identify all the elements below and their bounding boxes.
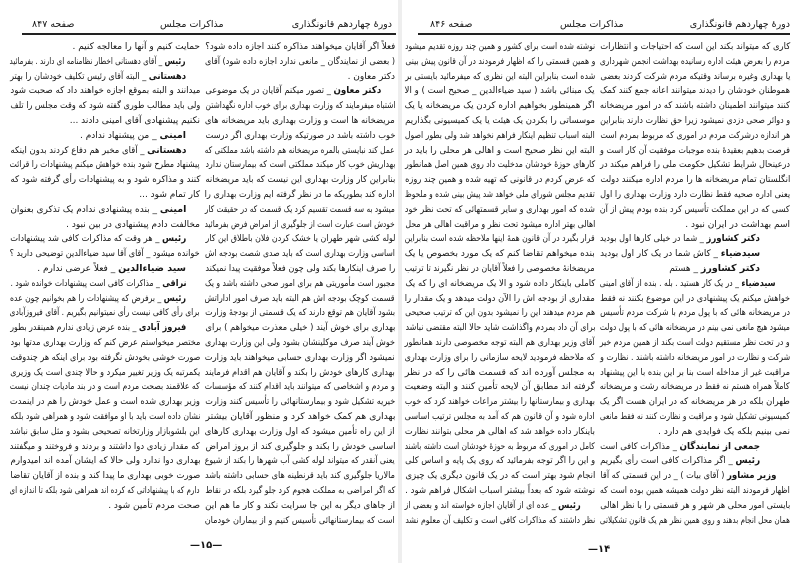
text-line (205, 425, 395, 440)
text-line (10, 380, 200, 395)
text-line (10, 84, 200, 99)
text-line (205, 99, 395, 114)
column-right (600, 40, 790, 528)
text-line (10, 425, 200, 440)
line-text: اظهار فرمودند البته نظر دولت همیشه همین بوده است که (600, 485, 790, 496)
column-right (205, 40, 395, 528)
text-line (205, 440, 395, 455)
line-text: دکتر معاون . (347, 71, 395, 82)
line-text: نشان داده است باید با او موافقت شود و همراهی شود بلکه (10, 411, 200, 422)
speaker-line (10, 232, 200, 247)
line-text: کامل در اموری که مربوط به حوزهٔ خودشان است داشته باشند (405, 441, 595, 452)
line-text: فرصت بدهیم بعقیدهٔ بنده موجبات موفقیت آن کار است و (600, 145, 790, 156)
line-text: البته این نظر صحیح است و اهالی هر محلی را باید در (405, 145, 595, 156)
speaker-line (600, 277, 790, 292)
text-line (10, 218, 200, 233)
text-line (405, 144, 595, 159)
line-text: لوله کشی شهر طهران یا خشک کردن فلان باطلاق این کار (205, 234, 395, 245)
text-line (600, 484, 790, 499)
text-line (205, 144, 395, 159)
speaker-line (10, 321, 200, 336)
text-line (405, 218, 595, 233)
line-text: موسساتی را بکردن یک هیئت یا یک کمیسیونی بگذاریم (405, 115, 595, 126)
line-text: قرار بگیرد در آن قانون همهٔ اینها ملاحظه شده است بنابراین (405, 234, 595, 245)
text-line (205, 232, 395, 247)
line-text: درعینحال شرایط تشکیل حکومت ملی را فراهم میکند در (600, 160, 790, 171)
text-line (405, 395, 595, 410)
text-line (405, 469, 595, 484)
line-text: کاملاً همراه هستم نه فقط در مریضخانه رشت و مریضخانه (600, 382, 790, 393)
text-line (405, 336, 595, 351)
line-text: این بلشوبازار وزارتخانه تصحیحی بشود و مثل سابق نباشد (10, 426, 200, 437)
line-text: خواهش میکنم یک پیشنهادی در این موضوع بکنند نه فقط (600, 293, 790, 304)
speaker-line (10, 262, 200, 277)
speaker-line (600, 454, 790, 469)
header-rule (22, 33, 396, 35)
line-text: و دوائر صحی دزدی نمیشود زیرا حق نظارت دارند بنابراین (600, 115, 790, 126)
text-line (405, 70, 595, 85)
speaker-name: رئیس (558, 499, 581, 511)
line-text: که مقدار زیادی دوا داشتند و بردند و فروختند و میگفتند (10, 441, 200, 452)
text-line (405, 99, 595, 114)
line-text: که اگر امراضی به مملکت هجوم کرد جلو گیرد بلکه در نقاط (205, 485, 395, 496)
line-text: _ عده ای از آقایان اجازه خواسته اند و بعضی از (405, 500, 559, 511)
speaker-name: رئیس (735, 455, 760, 467)
text-line (600, 188, 790, 203)
text-line (600, 306, 790, 321)
text-line (600, 292, 790, 307)
line-text: اداره شود و آن قانون هم که آمد به مجلس ترتیب اساسی (405, 411, 595, 422)
text-line (10, 484, 200, 499)
speaker-line (600, 469, 790, 484)
text-line (600, 144, 790, 159)
text-line (205, 247, 395, 262)
text-line (10, 99, 200, 114)
text-line (600, 40, 790, 55)
line-text: فعلاً اگر آقایان میخواهند مذاکره کنند اجازه داده شود؟ (205, 42, 395, 52)
line-text: خیریه تشکیل شود و بیمارستانهائی را تأسیس کنند وزارت (205, 397, 395, 408)
text-line (205, 395, 395, 410)
text-line (600, 366, 790, 381)
line-text: به مجلس آورده اند که قسمت هائی را که در نظر (405, 367, 595, 378)
line-text: مخالفت دادم پیشنهادی در بین نبود . (66, 219, 200, 230)
text-line (405, 188, 595, 203)
text-line (405, 158, 595, 173)
line-text: نمیشود اگر وزارت بهداری حسابی میخواهند باید وزارت (205, 352, 395, 363)
line-text: شرکت و نظارت در امور مریضخانه داشته باشند . نظارت و (600, 352, 790, 363)
text-line (405, 321, 595, 336)
speaker-line (10, 70, 200, 85)
header-page-number: صفحه ۸۴۶ (430, 19, 473, 30)
line-text: را صرف اینکارها بکند ولی چون فعلاً موفقیت پیدا نمیکند (205, 263, 395, 274)
text-line (205, 173, 395, 188)
line-text: کاملی باینکار داده شود و الا یک مریضخانه ای را که یک (405, 278, 595, 289)
line-text: بهداریش خوب کار میکند مملکتی است که بیمارستان ندارد (205, 160, 395, 171)
speaker-line (600, 262, 790, 277)
text-line (405, 84, 595, 99)
line-text: برای آن داد بمردم واگذاشت شاید حالا البته مقتضی نباشد (405, 323, 595, 334)
line-text: برای رأی کافی نیست رأی نمیتوانیم بگیریم . آقای فیروزآبادی (10, 308, 200, 319)
line-text: _ البته آقای رئیس تکلیف خودشان را بهتر (10, 71, 149, 82)
line-text: ( بعضی از نمایندگان _ مانعی ندارد اجازه داده شود) آقای (205, 56, 395, 67)
header-title: مذاکرات مجلس (160, 19, 224, 30)
text-line (405, 380, 595, 395)
line-text: اساسی خودش را بکند و جلوگیری کند از بروز امراض (205, 441, 395, 452)
text-line (600, 218, 790, 233)
line-text: کارهای حوزهٔ خودشان مدخلیت داد روی همین اصل همانطور (405, 160, 595, 171)
text-line (10, 247, 200, 262)
text-line (205, 70, 395, 85)
line-text: هموطنان خودشان را دیدند میتوانند اعانه جمع کنند کمک (600, 86, 790, 97)
line-text: مراقبت غیر از مداخله است بنا بر این بنده با این پیشنهاد (600, 367, 790, 378)
text-line (10, 395, 200, 410)
speaker-name: دکتر کشاورز (700, 262, 760, 274)
text-line (205, 218, 395, 233)
line-text: باینکار داده خواهد شد که اهالی هر محلی بتوانند نظارت (405, 426, 595, 437)
line-text: و مردم و اشخاصی که میتوانند باید اقدام کنند که مؤسسات (205, 382, 395, 393)
speaker-name: سید ضیاءالدین (118, 262, 186, 274)
line-text: مردم را بعرض هیئت اداره رسانیده بهداشت انجمن شهرداری (600, 56, 790, 67)
text-line (405, 262, 595, 277)
text-line (205, 514, 395, 529)
speaker-line (10, 55, 200, 70)
text-line (405, 292, 595, 307)
text-line (10, 440, 200, 455)
speaker-name: دکتر معاون (333, 85, 381, 97)
text-line (600, 351, 790, 366)
line-text: خوب داشته باشد در صورتیکه وزارت بهداری اگر درست (205, 130, 395, 141)
speaker-name: وزیر مشاور (726, 470, 776, 482)
text-line (10, 40, 200, 55)
text-line (205, 336, 395, 351)
line-text: اهالی بهتر اداره میشود تحت نظر و مراقبت اهالی هر محل (405, 219, 595, 230)
speaker-name: دهستانی (148, 70, 186, 82)
line-text: شده که امور بهداری و سایر قسمتهائی که تحت نظر خود (405, 204, 595, 215)
text-line (600, 55, 790, 70)
line-text: _ اگر مذاکرات کافی است رأی بگیریم (600, 456, 736, 467)
header-series: دورهٔ چهاردهم قانونگذاری (689, 19, 790, 30)
text-line (205, 188, 395, 203)
text-line (405, 366, 595, 381)
speaker-name: سیدضیاء (720, 248, 760, 260)
text-line (405, 410, 595, 425)
text-line (205, 277, 395, 292)
line-text: _ هر وقت که مذاکرات کافی شد پیشنهادات (10, 234, 162, 245)
text-line (205, 40, 395, 55)
text-line (405, 351, 595, 366)
line-text: بهداری دوا ندارد ولی حالا که ایشان آمده اند امیدوارم (10, 456, 200, 467)
speaker-name: نراقی (161, 277, 186, 289)
line-text: از جاهای دیگر به این جا سرایت نکند و کار ما هم این (205, 500, 395, 511)
line-text: از این راه تأمین میشود که اول وزارت بهداری کارهای (205, 426, 395, 437)
line-text: نوشته شود که بعداً بیشتر اسباب اشکال فراهم شود . (405, 485, 595, 496)
text-line (405, 203, 595, 218)
line-text: دارم که با پیشنهاداتی که کرده اند همراهی شود بلکه تا اندازه ای (10, 485, 200, 496)
line-text: هر اندازه درشرکت مردم در اموری که مربوط بمردم است (600, 130, 790, 141)
text-line (405, 454, 595, 469)
line-text: مریضخانهٔ مخصوصی را فعلاً آقایان در نظر نگیرند تا ترتیب (405, 263, 595, 274)
line-text: که علاقمند بصحت مردم است و در بند مادیات چندان نیست (10, 382, 200, 393)
text-line (205, 158, 395, 173)
line-text: بنده میخواهم تقاضا کنم که یک مورد بخصوص یا یک (405, 249, 595, 260)
line-text: گرفته اند مطابق آن لایحه تأمین کنند و البته وضعیت (405, 382, 595, 393)
text-line (405, 247, 595, 262)
line-text: بهداری کارهای خودش را بکند و آقایان هم اقدام فرمایند (205, 367, 395, 378)
text-line (405, 440, 595, 455)
text-line (205, 292, 395, 307)
line-text: اسم بهداشت در ایران نبود . (685, 219, 790, 230)
line-text: کار تمام شود ... (139, 189, 200, 200)
line-text: تقدیم مجلس شورای ملی خواهد شد پیش بینی شده و ملحوظ (405, 189, 595, 200)
line-text: بشود آقایان هم توقع دارند که یک قسمتی از بودجهٔ وزارت (205, 308, 395, 319)
line-text: خوانده میشود _ آقای آقا سید ضیاءالدین توضیحی دارید ؟ (10, 249, 200, 260)
text-line (600, 410, 790, 425)
line-text: _ فعلاً عرضی ندارم . (37, 263, 119, 274)
speaker-line (10, 203, 200, 218)
header-page-number: صفحه ۸۴۷ (32, 19, 75, 30)
line-text: کمیسیونی تشکیل شود و مراقبت و نظارت کنند نه فقط مانعی (600, 411, 790, 422)
line-text: یکمرتبه یک وزیر تغییر میکرد و حالا چندی است یک وزیری (10, 367, 200, 378)
line-text: وزیر بهداری شده است و عمل خودش را هم در اینمدت (10, 397, 200, 408)
text-line (205, 499, 395, 514)
line-text: _ کاش شما در یک کار اول بودید (600, 249, 721, 260)
text-line (600, 173, 790, 188)
line-text: _ مذاکرات کافی است پیشنهادات خوانده شود . (10, 278, 162, 289)
line-text: نوشته شده است برای کشور و همین چند روزه تقدیم میشود (405, 42, 595, 52)
speaker-line (10, 144, 200, 159)
line-text: _ تصور میکنم آقایان در یک موضوعی (205, 86, 334, 97)
right-page (400, 0, 800, 563)
text-line (205, 55, 395, 70)
line-text: میشود به سه قسمت تقسیم کرد یک قسمت که در حقیقت کار (205, 204, 395, 215)
line-text: آقای وزیر بهداری هم البته توجه مخصوصی دارند همانطور (405, 337, 595, 348)
text-line (205, 454, 395, 469)
text-line (600, 158, 790, 173)
text-line (205, 469, 395, 484)
line-text: _ برفرض که پیشنهادات را هم بخوانیم چون عده (10, 293, 164, 304)
line-text: بهداری برای خوش آیند ( خیلی معذرت میخواهم ) برای (205, 323, 395, 334)
line-text: _ بنده عرض زیادی ندارم همینقدر بطور (10, 323, 139, 334)
text-line (405, 514, 595, 529)
line-text: هم مردم میدهند این را نمیشود بدون این که ترتیب صحیحی (405, 308, 595, 319)
text-line (600, 336, 790, 351)
line-text: _ من پیشنهاد ندادم . (79, 130, 160, 141)
header-title: مذاکرات مجلس (560, 19, 624, 30)
speaker-line (600, 247, 790, 262)
text-line (10, 114, 200, 129)
text-line (405, 55, 595, 70)
text-line (10, 499, 200, 514)
line-text: شده است بنابراین البته این نظری که میفرمائید بایستی بر (405, 71, 595, 82)
text-line (405, 129, 595, 144)
line-text: کنند و مذاکره شود و به پیشنهادات رأی گرفته شود که (10, 175, 200, 186)
text-line (600, 514, 790, 529)
page-footer-number: —۱۵— (190, 540, 223, 551)
text-line (600, 129, 790, 144)
text-line (600, 425, 790, 440)
speaker-line (600, 440, 790, 455)
text-line (600, 321, 790, 336)
text-line (10, 173, 200, 188)
line-text: مقداری از بودجه اش را الآن دولت میدهد و یک مقدار را (405, 293, 595, 304)
speaker-name: دکتر کشاورز (706, 233, 760, 245)
speaker-line (205, 84, 395, 99)
speaker-line (10, 292, 200, 307)
line-text: بایستی امور محلی هر شهر و هر قسمتی را با نظر اهالی (600, 500, 790, 511)
line-text: نکنیم پیشنهادی آقای امینی دادند ... (69, 115, 200, 126)
header-series: دورهٔ چهاردهم قانونگذاری (291, 19, 392, 30)
speaker-name: امینی (159, 203, 186, 215)
text-line (600, 99, 790, 114)
text-line (10, 336, 200, 351)
line-text: عمل کند نبایستی بالمره مریضخانه هم داشته باشد مملکتی که (205, 145, 395, 156)
page-footer-number: —۱۴ (588, 544, 611, 555)
text-line (600, 114, 790, 129)
speaker-name: رئیس (163, 292, 186, 304)
line-text: یا بهداری وغیره برساند وقتیکه مردم شرکت کردند بعضی (600, 71, 790, 82)
line-text: _ مذاکرات کافی است (600, 441, 680, 452)
text-line (205, 351, 395, 366)
header-rule (418, 33, 790, 35)
text-line (600, 70, 790, 85)
text-line (205, 366, 395, 381)
line-text: مختصر میخواستم عرض کنم که وزارت بهداری مدتها بود (10, 337, 200, 348)
text-line (10, 158, 200, 173)
text-line (405, 114, 595, 129)
text-line (405, 232, 595, 247)
line-text: صورت خوشی بخودش نگرفته بود برای اینکه هر چندوقت (10, 352, 200, 363)
text-line (205, 129, 395, 144)
text-line (205, 380, 395, 395)
line-text: _ آقای مخبر هم دفاع کردند بدون اینکه (10, 145, 147, 156)
text-line (205, 321, 395, 336)
text-line (205, 262, 395, 277)
speaker-name: جمعی از نمایندگان (679, 440, 760, 452)
line-text: _ هستم (669, 263, 701, 274)
text-line (10, 469, 200, 484)
speaker-line (10, 129, 200, 144)
line-text: مالاریا جلوگیری کند باید قرنطینه های حسابی داشته باشد (205, 471, 395, 482)
line-text: کنند میتوانند اطمینان داشته باشند که در امور مریضخانه (600, 101, 790, 112)
text-line (205, 484, 395, 499)
line-text: قسمت کوچک بودجه اش هم البته باید صرف امور اداراتش (205, 293, 395, 304)
column-left (405, 40, 595, 528)
text-line (600, 84, 790, 99)
text-line (600, 395, 790, 410)
line-text: میدانند و البته بموقع اجازه خواهند داد که صحبت شود (10, 86, 200, 97)
line-text: البته اسباب تنظیم اینکار فراهم نخواهد شد ولی بطور اصول (405, 130, 595, 141)
speaker-name: امینی (159, 129, 186, 141)
line-text: انگلستان تمام مریضخانه ها را مردم اداره میکنند دولت (600, 175, 790, 186)
line-text: همان محل انجام بدهند و روی همین نظر هم یک قانون تشکیلاتی (600, 515, 790, 526)
line-text: اگر همینطور بخواهیم اداره کردن یک مریضخانه یا یک (405, 101, 595, 112)
text-line (600, 499, 790, 514)
line-text: _ آقای دهستانی اخطار نظامنامه ای دارند . بفرمائید (10, 56, 165, 67)
line-text: بهداری هم کمک خواهد کرد و منظور آقایان بیشتر (205, 411, 395, 422)
line-text: ( آقای بیات ) _ در این قسمتی که آقا (600, 471, 727, 482)
text-line (10, 306, 200, 321)
column-left (10, 40, 200, 514)
text-line (10, 188, 200, 203)
line-text: کسی که در این مملکت تأسیس کرد بنده بودم پیش از آن (600, 204, 790, 215)
text-line (405, 40, 595, 55)
text-line (10, 410, 200, 425)
line-text: صورت خوبی بهداری ما پیدا کند و بنده از آقایان تقاضا (10, 471, 200, 482)
text-line (205, 410, 395, 425)
line-text: میشود هیچ مانعی نمی بینم در مریضخانه هائی که با پول دولت (600, 323, 790, 334)
line-text: بهداری و بیمارستانها را بیشتر مراعات خواهند کرد که خوب (405, 397, 595, 408)
line-text: نمی بینیم بلکه یک فوایدی هم دارد . (658, 426, 790, 437)
speaker-line (10, 277, 200, 292)
text-line (205, 306, 395, 321)
line-text: کاری که میتواند بکند این است که احتیاجات و انتظارات (600, 42, 790, 52)
line-text: _ در یک کار هستید . بله . بنده از آقای امینی (600, 278, 742, 289)
line-text: مریضخانه ها است و وزارت بهداری باید مریضخانه های (205, 115, 395, 126)
text-line (205, 114, 395, 129)
speaker-line (405, 499, 595, 514)
text-line (205, 203, 395, 218)
line-text: اساسی وزارت بهداری است که باید صدی شصت بودجه اش (205, 249, 395, 260)
text-line (10, 351, 200, 366)
line-text: ولی باید مطالب طوری گفته شود که وقت مجلس را تلف (10, 101, 200, 112)
text-line (405, 173, 595, 188)
line-text: _ شما در خیلی کارها اول بودید (600, 234, 707, 245)
line-text: در مریضخانه هائی که با پول مردم با شرکت مردم تأسیس (600, 308, 790, 319)
text-line (10, 366, 200, 381)
speaker-line (600, 232, 790, 247)
speaker-name: دهستانی (146, 144, 186, 156)
line-text: پیشنهاد مطرح شود بنده خواهش میکنم پیشنهادات را قرائت (10, 160, 200, 171)
line-text: انجام شود بهتر است که در یک قانون دیگری یک چیزی (405, 471, 595, 482)
text-line (10, 454, 200, 469)
line-text: و همین قسمتی را که اظهار فرمودند در آن قانون پیش بینی (405, 56, 595, 67)
text-line (600, 380, 790, 395)
line-text: حمایت کنیم و آنها را معالجه کنیم . (72, 42, 200, 52)
line-text: خودش است عبارت است از جلوگیری از امراض فرض بفرمائید (205, 219, 395, 230)
speaker-name: رئیس (164, 55, 186, 67)
text-line (405, 425, 595, 440)
line-text: که ملاحظه فرمودید لایحه سازمانی را برای وزارت بهداری (405, 352, 595, 363)
line-text: یعنی آنقدر که میتواند لوله کشی آب شهرها را بکند از شیوع (205, 456, 395, 467)
line-text: _ بنده پیشنهادی ندادم یک تذکری بعنوان (10, 204, 160, 215)
speaker-name: رئیس (161, 233, 186, 245)
line-text: یعنی اداره صحیه فقط نظارت دارد وزارت بهداری را اول (600, 189, 790, 200)
text-line (405, 277, 595, 292)
line-text: طهران بلکه در هر مریضخانه که در ایران هست اگر یک (600, 397, 790, 408)
text-line (600, 203, 790, 218)
line-text: که عرض کردم در قانونی که تهیه شده و همین چند روزه (405, 175, 595, 186)
line-text: و در تحت نظر مستقیم دولت است بکند از همین مردم خیر (600, 337, 790, 348)
speaker-name: فیروز آبادی (138, 322, 186, 334)
speaker-name: سیدضیاء (741, 277, 776, 289)
text-line (405, 484, 595, 499)
line-text: نظر داشتند که مذاکرات کافی است و تکلیف آن معلوم نشد (405, 515, 595, 526)
line-text: است که بیمارستانهائی تأسیس کنیم و از بیماران خودمان (205, 515, 395, 526)
line-text: مجبور است مأموریتی هم برای امور صحی داشته باشد و یک (205, 278, 395, 289)
line-text: اداره کند بطوریکه ما در نظر گرفته ایم وزارت بهداری را (205, 189, 395, 200)
line-text: بنابراین کار وزارت بهداری این نیست که باید مریضخانه (205, 175, 395, 186)
line-text: و این را اگر توجه بفرمائید که روی یک پایه و اساس کلی (405, 456, 595, 467)
text-line (405, 306, 595, 321)
line-text: اشتباه میفرمایند که وزارت بهداری برای خوب اداره نگهداشتن (205, 101, 395, 112)
line-text: یک مبنائی باشد ( سید ضیاءالدین _ صحیح است ) و الا (405, 86, 595, 97)
line-text: خوش آیند صرف موکلینشان بشود ولی این وزارت بهداری (205, 337, 395, 348)
line-text: صحت مردم تأمین شود . (108, 500, 200, 511)
